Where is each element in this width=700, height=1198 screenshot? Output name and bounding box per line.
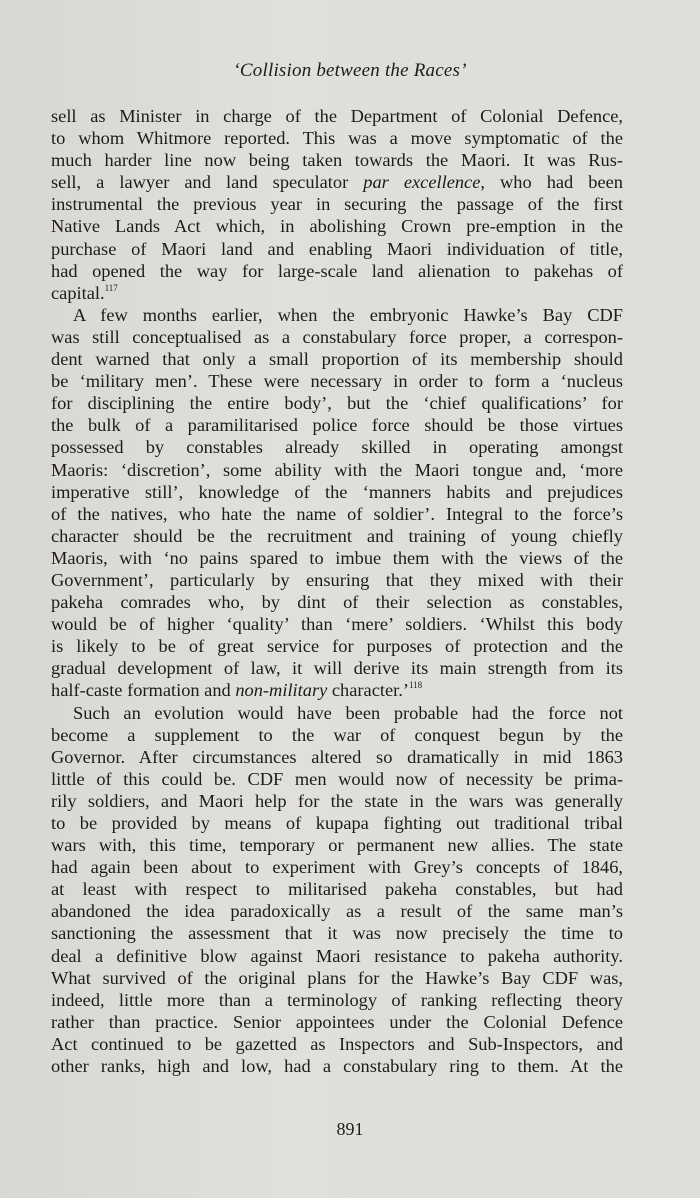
text-line: for disciplining the entire body’, but the ‘chief qualifications’ for bbox=[51, 393, 623, 414]
text-line: wars with, this time, temporary or permanent new allies. The state bbox=[51, 835, 623, 856]
italic-phrase: par excellence bbox=[363, 172, 481, 193]
text-line: indeed, little more than a terminology of ranking reflecting theory bbox=[51, 989, 623, 1010]
text-segment: capital. bbox=[51, 282, 105, 303]
text-line: Maoris, with ‘no pains spared to imbue them with the views of the bbox=[51, 547, 623, 568]
text-line: at least with respect to militarised pakeha constables, but had bbox=[51, 879, 623, 900]
text-line: other ranks, high and low, had a constabulary ring to them. At the bbox=[51, 1056, 623, 1077]
text-line: be ‘military men’. These were necessary in order to form a ‘nucleus bbox=[51, 371, 623, 392]
text-line: Government’, particularly by ensuring that they mixed with their bbox=[51, 569, 623, 590]
text-line: sanctioning the assessment that it was now precisely the time to bbox=[51, 923, 623, 944]
text-line: to whom Whitmore reported. This was a move symptomatic of the bbox=[51, 128, 623, 149]
body-text bbox=[51, 105, 623, 1077]
text-line: possessed by constables already skilled in operating amongst bbox=[51, 437, 623, 458]
text-line bbox=[51, 679, 623, 701]
text-line bbox=[51, 171, 623, 193]
text-line: to be provided by means of kupapa fighting out traditional tribal bbox=[51, 813, 623, 833]
text-line: Such an evolution would have been probable had the force not bbox=[73, 702, 623, 723]
text-segment: half-caste formation and bbox=[51, 680, 236, 701]
text-line: little of this could be. CDF men would now of necessity be prima- bbox=[51, 768, 623, 789]
running-head: ‘Collision between the Races’ bbox=[233, 60, 467, 81]
footnote-marker: 118 bbox=[408, 680, 423, 691]
text-line: abandoned the idea paradoxically as a result of the same man’s bbox=[51, 901, 623, 922]
text-line: had again been about to experiment with Grey’s concepts of 1846, bbox=[51, 857, 623, 878]
text-line: Maoris: ‘discretion’, some ability with the Maori tongue and, ‘more bbox=[51, 459, 623, 480]
text-line: was still conceptualised as a constabulary force proper, a correspon- bbox=[51, 326, 623, 347]
text-line: become a supplement to the war of conquest begun by the bbox=[51, 724, 623, 745]
footnote-marker: 117 bbox=[104, 282, 118, 293]
paragraph-2 bbox=[51, 304, 623, 702]
text-line: character should be the recruitment and training of young chiefly bbox=[51, 525, 623, 546]
text-segment: , who had been bbox=[480, 172, 623, 193]
text-line: rather than practice. Senior appointees under the Colonial Defence bbox=[51, 1011, 623, 1032]
paragraph-3 bbox=[51, 702, 623, 1078]
text-line: A few months earlier, when the embryonic Hawke’s Bay CDF bbox=[73, 304, 623, 325]
text-segment: sell, a lawyer and land speculator bbox=[51, 172, 364, 193]
text-line: imperative still’, knowledge of the ‘manners habits and prejudices bbox=[51, 481, 623, 502]
text-line: rily soldiers, and Maori help for the state in the wars was generally bbox=[51, 790, 623, 811]
text-segment: character.’ bbox=[327, 680, 409, 701]
text-line: sell as Minister in charge of the Department of Colonial Defence, bbox=[51, 106, 623, 126]
italic-phrase: non-military bbox=[235, 680, 328, 701]
text-line: of the natives, who hate the name of soldier’. Integral to the force’s bbox=[51, 503, 623, 524]
text-line: would be of higher ‘quality’ than ‘mere’ soldiers. ‘Whilst this body bbox=[51, 614, 623, 635]
text-line: much harder line now being taken towards the Maori. It was Rus- bbox=[51, 150, 623, 171]
text-line: purchase of Maori land and enabling Maori individuation of title, bbox=[51, 238, 623, 259]
text-line: the bulk of a paramilitarised police force should be those virtues bbox=[51, 415, 623, 436]
text-line: pakeha comrades who, by dint of their selection as constables, bbox=[51, 592, 623, 613]
paragraph-1 bbox=[51, 105, 623, 304]
text-line: had opened the way for large-scale land alienation to pakehas of bbox=[51, 260, 623, 281]
text-line: dent warned that only a small proportion of its membership should bbox=[51, 349, 623, 370]
text-line: deal a definitive blow against Maori resistance to pakeha authority. bbox=[51, 945, 623, 966]
page-number: 891 bbox=[336, 1119, 364, 1139]
text-line: Governor. After circumstances altered so dramatically in mid 1863 bbox=[51, 746, 623, 767]
text-line: is likely to be of great service for purposes of protection and the bbox=[51, 636, 623, 657]
text-line: Act continued to be gazetted as Inspectors and Sub-Inspectors, and bbox=[51, 1033, 623, 1054]
text-line: Native Lands Act which, in abolishing Crown pre-emption in the bbox=[51, 216, 623, 237]
text-line: What survived of the original plans for the Hawke’s Bay CDF was, bbox=[51, 967, 623, 988]
text-line bbox=[51, 282, 623, 304]
text-line: instrumental the previous year in securing the passage of the first bbox=[51, 194, 623, 215]
text-line: gradual development of law, it will derive its main strength from its bbox=[51, 658, 623, 679]
